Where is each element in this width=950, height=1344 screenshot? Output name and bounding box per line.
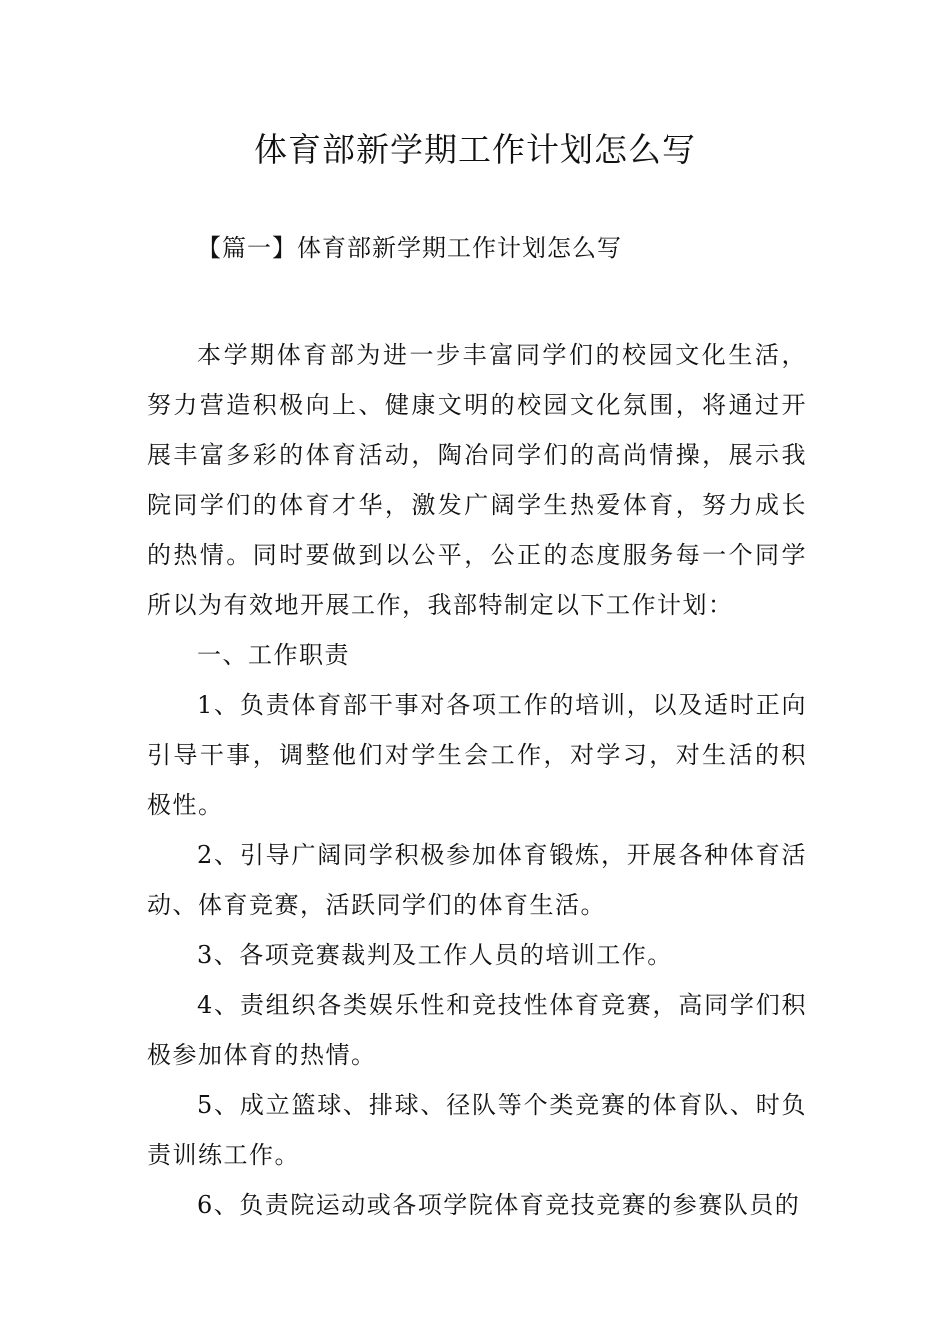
document-title: 体育部新学期工作计划怎么写 bbox=[254, 130, 696, 169]
paragraph-item-2: 2、引导广阔同学积极参加体育锻炼，开展各种体育活动、体育竞赛，活跃同学们的体育生活。 bbox=[147, 841, 807, 919]
paragraph-section-heading: 一、工作职责 bbox=[197, 641, 350, 669]
paragraph-item-3: 3、各项竞赛裁判及工作人员的培训工作。 bbox=[197, 941, 673, 969]
paragraph-item-1: 1、负责体育部干事对各项工作的培训，以及适时正向引导干事，调整他们对学生会工作，对学习，对生活的积极性。 bbox=[147, 691, 807, 819]
section-heading: 【篇一】体育部新学期工作计划怎么写 bbox=[197, 234, 622, 262]
paragraph-item-5: 5、成立篮球、排球、径队等个类竞赛的体育队、时负责训练工作。 bbox=[147, 1091, 807, 1169]
paragraph-item-4: 4、责组织各类娱乐性和竞技性体育竞赛，高同学们积极参加体育的热情。 bbox=[147, 991, 807, 1069]
paragraph-intro: 本学期体育部为进一步丰富同学们的校园文化生活，努力营造积极向上、健康文明的校园文化氛围，将通过开展丰富多彩的体育活动，陶冶同学们的高尚情操，展示我院同学们的体育才华，激发广阔学生热爱体育，努力成长的热情。同时要做到以公平，公正的态度服务每一个同学所以为有效地开展工作，我部特制定以下工作计划： bbox=[147, 341, 807, 619]
paragraph-item-6: 6、负责院运动或各项学院体育竞技竞赛的参赛队员的 bbox=[197, 1191, 801, 1219]
document-body bbox=[147, 330, 807, 1230]
